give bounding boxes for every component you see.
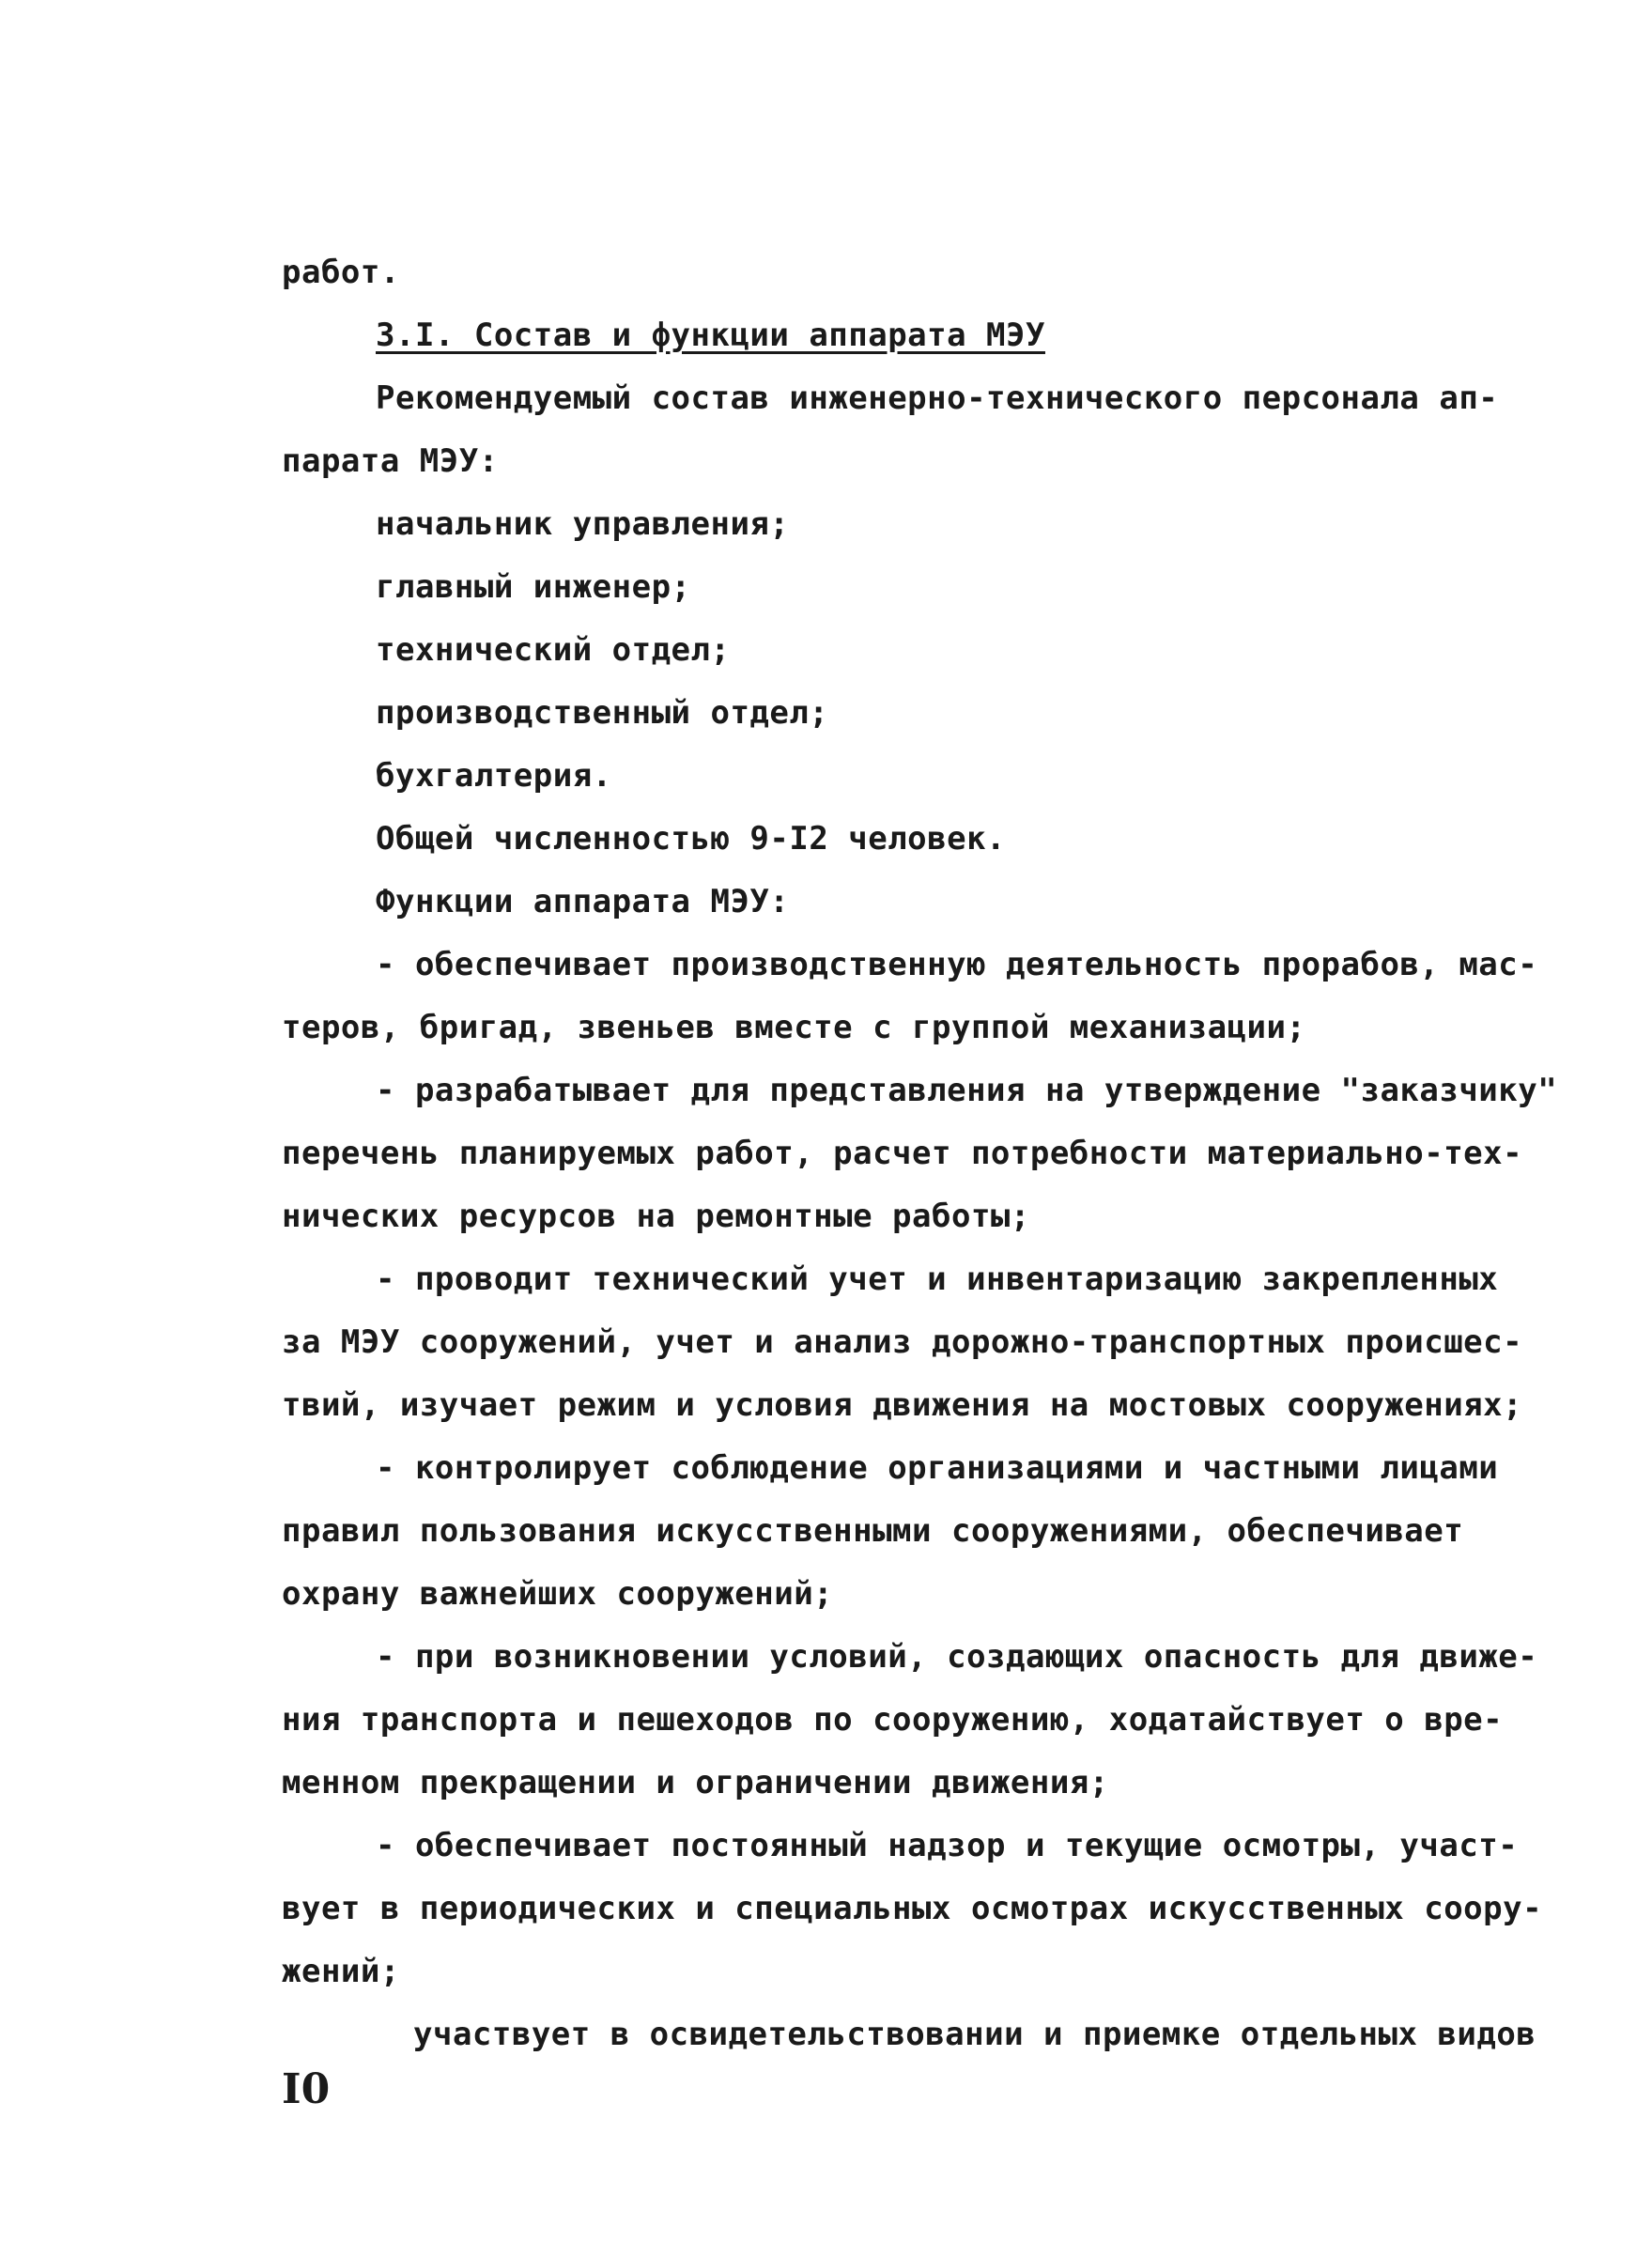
text-line: вует в периодических и специальных осмотрах искусственных соору- — [282, 1890, 1543, 1927]
text-line: Функции аппарата МЭУ: — [376, 883, 790, 920]
text-line: участвует в освидетельствовании и приемке отдельных видов — [413, 2016, 1536, 2053]
list-item: бухгалтерия. — [376, 757, 612, 795]
text-line: - при возникновении условий, создающих опасность для движе- — [376, 1638, 1538, 1676]
text-line: - проводит технический учет и инвентаризацию закрепленных — [376, 1260, 1499, 1298]
text-line: менном прекращении и ограничении движения; — [282, 1764, 1109, 1801]
text-line: за МЭУ сооружений, учет и анализ дорожно-транспортных происшес- — [282, 1323, 1523, 1361]
page-number: I0 — [282, 2065, 331, 2113]
text-line: - обеспечивает производственную деятельность прорабов, мас- — [376, 946, 1538, 983]
list-item: производственный отдел; — [376, 694, 829, 732]
section-heading: 3.I. Состав и функции аппарата МЭУ — [376, 317, 1045, 354]
text-line: парата МЭУ: — [282, 442, 499, 480]
text-line: правил пользования искусственными сооружениями, обеспечивает — [282, 1512, 1464, 1550]
text-line: Общей численностью 9-I2 человек. — [376, 820, 1007, 858]
list-item: главный инженер; — [376, 568, 691, 606]
text-line: - разрабатывает для представления на утверждение "заказчику" — [376, 1072, 1558, 1109]
text-line: - обеспечивает постоянный надзор и текущие осмотры, участ- — [376, 1827, 1519, 1864]
text-line: твий, изучает режим и условия движения на мостовых сооружениях; — [282, 1386, 1523, 1424]
text-line: ния транспорта и пешеходов по сооружению, ходатайствует о вре- — [282, 1701, 1504, 1739]
text-line: перечень планируемых работ, расчет потребности материально-тех- — [282, 1135, 1523, 1172]
list-item: технический отдел; — [376, 631, 731, 669]
text-line: теров, бригад, звеньев вместе с группой механизации; — [282, 1009, 1306, 1046]
text-line: нических ресурсов на ремонтные работы; — [282, 1198, 1030, 1235]
text-line: Рекомендуемый состав инженерно-технического персонала ап- — [376, 379, 1499, 417]
text-line: работ. — [282, 254, 400, 291]
text-line: жений; — [282, 1953, 400, 1990]
text-line: охрану важнейших сооружений; — [282, 1575, 834, 1613]
text-line: - контролирует соблюдение организациями и частными лицами — [376, 1449, 1499, 1487]
list-item: начальник управления; — [376, 505, 790, 543]
